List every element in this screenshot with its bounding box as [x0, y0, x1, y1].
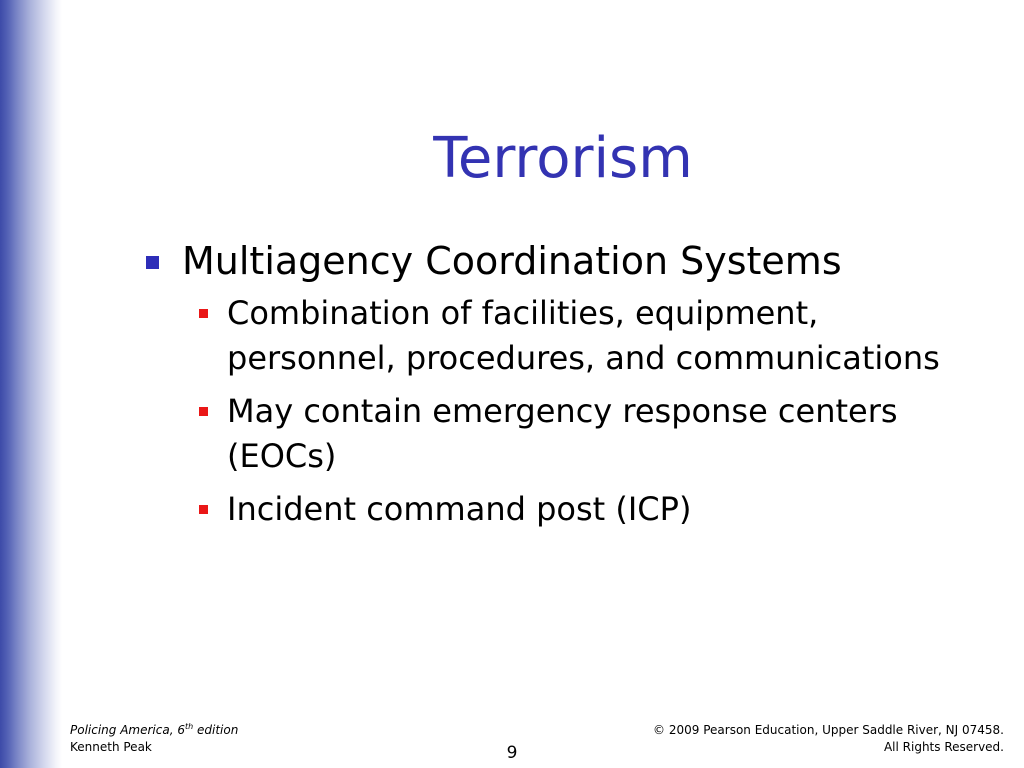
bullet-level-1-text: Multiagency Coordination Systems: [182, 239, 842, 283]
footer-book-title-prefix: Policing America, 6: [70, 723, 185, 737]
footer-book-title-suffix: edition: [193, 723, 239, 737]
footer-copyright: [653, 722, 1004, 756]
footer-copyright-line-2: All Rights Reserved.: [883, 740, 1004, 754]
bullet-level-2-text: May contain emergency response centers (EOCs): [227, 392, 898, 475]
red-square-bullet-icon: [199, 505, 208, 514]
footer-author: Kenneth Peak: [70, 740, 152, 754]
bullet-level-2: [142, 389, 967, 479]
bullet-level-2-text: Incident command post (ICP): [227, 490, 692, 528]
blue-square-bullet-icon: [146, 256, 159, 269]
red-square-bullet-icon: [199, 309, 208, 318]
bullet-level-2: [142, 487, 967, 532]
footer-book-title-sup: th: [184, 722, 194, 731]
bullet-level-2-text: Combination of facilities, equipment, personnel, procedures, and communications: [227, 294, 940, 377]
bullet-level-1: [142, 236, 1002, 286]
page-number: 9: [506, 743, 518, 763]
footer-book-title: [70, 722, 238, 739]
footer-copyright-line-1: © 2009 Pearson Education, Upper Saddle River, NJ 07458.: [653, 723, 1004, 737]
slide-title: Terrorism: [433, 126, 693, 191]
slide-content: [142, 236, 1002, 540]
footer-book-info: [70, 722, 238, 756]
left-gradient-band: [0, 0, 62, 768]
red-square-bullet-icon: [199, 407, 208, 416]
bullet-level-2: [142, 291, 967, 381]
